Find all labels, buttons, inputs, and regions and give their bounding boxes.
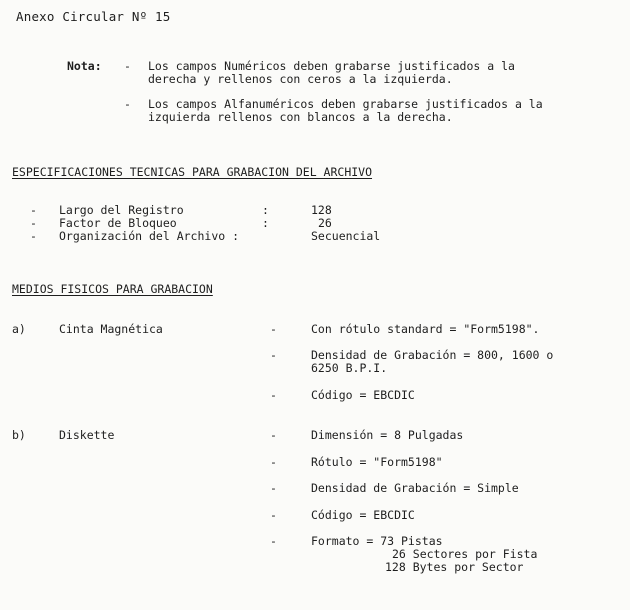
medio-b-item-2: Rótulo = "Form5198" [311, 455, 443, 469]
nota-dash-1: - [124, 59, 131, 73]
medio-a-item-3: Código = EBCDIC [311, 388, 415, 402]
medio-b-item-2-dash: - [270, 455, 277, 469]
specs-row-1-label: Largo del Registro [59, 203, 184, 217]
medio-b-item-3-dash: - [270, 481, 277, 495]
medio-b-item-5-line-3: 128 Bytes por Sector [385, 560, 524, 574]
nota-dash-2: - [124, 97, 131, 111]
specs-row-3-label: Organización del Archivo : [59, 229, 240, 243]
specs-row-1-value: 128 [311, 203, 332, 217]
medio-b-item-4-dash: - [270, 508, 277, 522]
nota-item-1-line-1: Los campos Numéricos deben grabarse justificados a la [148, 59, 515, 73]
medios-heading: MEDIOS FISICOS PARA GRABACION [12, 282, 213, 296]
medio-a-item-2-dash: - [270, 348, 277, 362]
specs-row-3-dash: - [30, 229, 37, 243]
page-title: Anexo Circular Nº 15 [16, 9, 171, 24]
specs-row-1-dash: - [30, 203, 37, 217]
medio-a-item-2-line-2: 6250 B.P.I. [311, 361, 388, 375]
nota-item-1-line-2: derecha y rellenos con ceros a la izquierda. [148, 72, 453, 86]
medio-b-name: Diskette [59, 428, 115, 442]
medio-b-letter: b) [12, 428, 26, 442]
medio-a-item-3-dash: - [270, 388, 277, 402]
nota-item-2-line-2: izquierda rellenos con blancos a la derecha. [148, 110, 453, 124]
medio-b-item-1-dash: - [270, 428, 277, 442]
specs-row-3-value: Secuencial [311, 229, 381, 243]
nota-item-2-line-1: Los campos Alfanuméricos deben grabarse justificados a la [148, 97, 543, 111]
specs-row-2-value: 26 [318, 216, 332, 230]
medio-b-item-5-dash: - [270, 534, 277, 548]
medio-a-name: Cinta Magnética [59, 322, 163, 336]
medio-a-letter: a) [12, 322, 26, 336]
medio-a-item-1: Con rótulo standard = "Form5198". [311, 322, 540, 336]
nota-label: Nota: [67, 59, 102, 73]
specs-heading: ESPECIFICACIONES TECNICAS PARA GRABACION DEL ARCHIVO [12, 165, 373, 179]
medio-a-item-1-dash: - [270, 322, 277, 336]
specs-row-2-label: Factor de Bloqueo [59, 216, 177, 230]
medio-b-item-5-line-2: 26 Sectores por Fista [392, 547, 538, 561]
specs-row-2-sep: : [262, 216, 269, 230]
medio-b-item-3: Densidad de Grabación = Simple [311, 481, 519, 495]
medio-b-item-5-line-1: Formato = 73 Pistas [311, 534, 443, 548]
specs-row-1-sep: : [262, 203, 269, 217]
medio-a-item-2-line-1: Densidad de Grabación = 800, 1600 o [311, 348, 554, 362]
specs-row-2-dash: - [30, 216, 37, 230]
medio-b-item-4: Código = EBCDIC [311, 508, 415, 522]
medio-b-item-1: Dimensión = 8 Pulgadas [311, 428, 464, 442]
